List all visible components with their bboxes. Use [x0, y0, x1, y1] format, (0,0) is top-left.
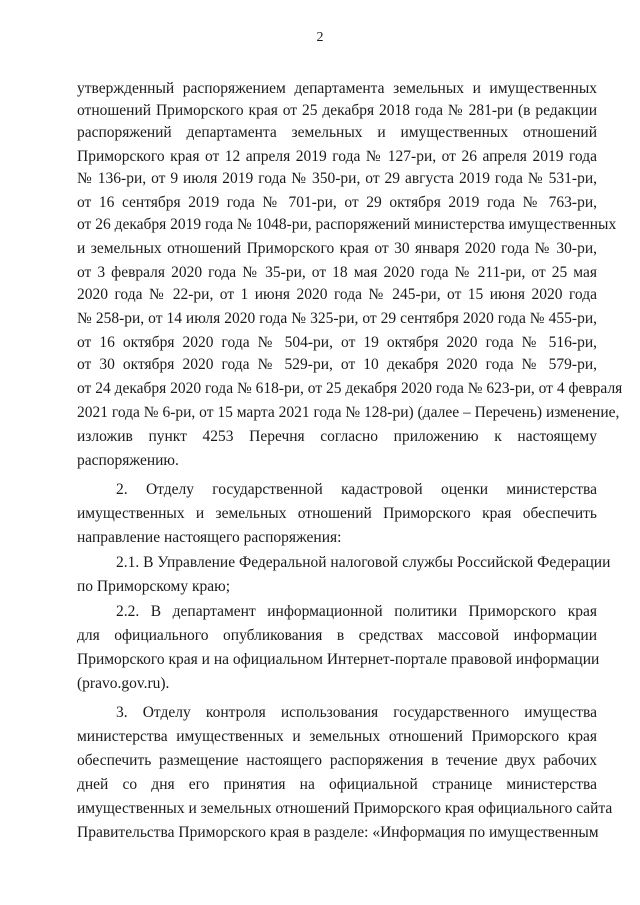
document-line: по Приморскому краю;	[77, 578, 231, 595]
document-line: от 26 декабря 2019 года № 1048-ри, распоряжений министерства имущественных	[77, 216, 617, 233]
document-line: направление настоящего распоряжения:	[77, 529, 342, 546]
document-line: 2020 года № 22-ри, от 1 июня 2020 года № 245-ри, от 15 июня 2020 года	[77, 286, 597, 303]
document-line: имущественных и земельных отношений Приморского края официального сайта	[77, 800, 613, 817]
document-line: распоряжению.	[77, 452, 179, 469]
document-line: министерства имущественных и земельных отношений Приморского края	[77, 728, 597, 745]
document-line: от 16 сентября 2019 года № 701-ри, от 29 октября 2019 года № 763-ри,	[77, 194, 597, 211]
document-line: и земельных отношений Приморского края от 30 января 2020 года № 30-ри,	[77, 240, 597, 257]
document-line: утвержденный распоряжением департамента земельных и имущественных	[77, 80, 597, 97]
document-line: 2. Отделу государственной кадастровой оценки министерства	[116, 481, 597, 498]
page-number: 2	[316, 30, 324, 45]
document-line: от 16 октября 2020 года № 504-ри, от 19 октября 2020 года № 516-ри,	[77, 334, 597, 351]
document-line: № 258-ри, от 14 июля 2020 года № 325-ри, от 29 сентября 2020 года № 455-ри,	[77, 310, 597, 327]
document-line: Правительства Приморского края в разделе: «Информация по имущественным	[77, 824, 599, 841]
document-line: имущественных и земельных отношений Приморского края обеспечить	[77, 505, 597, 522]
document-line: от 30 октября 2020 года № 529-ри, от 10 декабря 2020 года № 579-ри,	[77, 356, 597, 373]
document-line: отношений Приморского края от 25 декабря 2018 года № 281-ри (в редакции	[77, 102, 597, 119]
document-line: дней со дня его принятия на официальной странице министерства	[77, 776, 597, 793]
document-line: 2.1. В Управление Федеральной налоговой службы Российской Федерации	[116, 554, 611, 571]
document-line: распоряжений департамента земельных и имущественных отношений	[77, 124, 597, 141]
document-line: для официального опубликования в средствах массовой информации	[77, 627, 597, 644]
document-line: 3. Отделу контроля использования государственного имущества	[116, 704, 597, 721]
document-line: изложив пункт 4253 Перечня согласно приложению к настоящему	[77, 428, 597, 445]
document-line: № 136-ри, от 9 июля 2019 года № 350-ри, от 29 августа 2019 года № 531-ри,	[77, 170, 597, 187]
document-line: от 3 февраля 2020 года № 35-ри, от 18 мая 2020 года № 211-ри, от 25 мая	[77, 264, 597, 281]
document-line: обеспечить размещение настоящего распоряжения в течение двух рабочих	[77, 752, 597, 769]
document-line: Приморского края от 12 апреля 2019 года № 127-ри, от 26 апреля 2019 года	[77, 148, 597, 165]
document-line: Приморского края и на официальном Интернет-портале правовой информации	[77, 651, 600, 668]
document-line: (pravo.gov.ru).	[77, 675, 170, 692]
document-line: 2021 года № 6-ри, от 15 марта 2021 года № 128-ри) (далее – Перечень) изменение,	[77, 404, 620, 421]
document-line: 2.2. В департамент информационной политики Приморского края	[116, 603, 597, 620]
document-line: от 24 декабря 2020 года № 618-ри, от 25 декабря 2020 года № 623-ри, от 4 февраля	[77, 380, 623, 397]
